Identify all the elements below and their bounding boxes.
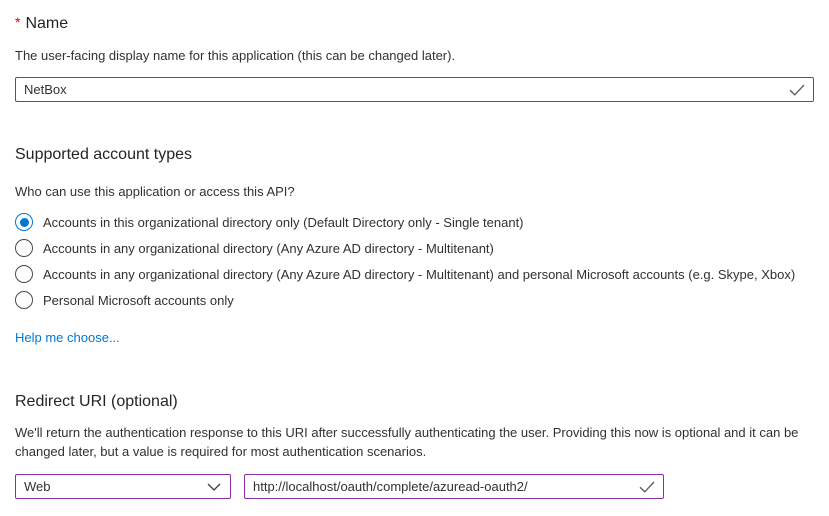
account-type-option-multitenant[interactable] [15,235,814,261]
name-input[interactable] [15,77,814,102]
name-heading-text: Name [25,15,69,32]
radio-button-icon[interactable] [15,213,33,231]
radio-button-icon[interactable] [15,265,33,283]
radio-label: Accounts in this organizational directory only (Default Directory only - Single tenant) [43,214,524,230]
name-heading [15,12,814,34]
radio-button-icon[interactable] [15,239,33,257]
account-type-option-multitenant-personal[interactable] [15,261,814,287]
radio-button-icon[interactable] [15,291,33,309]
radio-label: Accounts in any organizational directory (Any Azure AD directory - Multitenant) and personal Microsoft accounts (e.g. Skype, Xbox) [43,266,796,282]
valid-checkmark-icon [639,481,655,493]
name-section [15,12,814,102]
radio-label: Personal Microsoft accounts only [43,292,234,308]
account-type-option-personal-only[interactable] [15,287,814,313]
account-type-option-single-tenant[interactable] [15,209,814,235]
platform-select[interactable] [15,474,231,499]
account-types-radio-group [15,209,814,313]
redirect-uri-section [15,392,814,499]
chevron-down-icon [207,483,221,491]
valid-checkmark-icon [789,84,805,96]
radio-label: Accounts in any organizational directory (Any Azure AD directory - Multitenant) [43,240,494,256]
redirect-uri-description: We'll return the authentication response to this URI after successfully authenticating the user. Providing this now is optional and it can be changed later, but a value is required for most authentication scenarios. [15,425,799,459]
supported-account-types-section [15,145,814,347]
redirect-uri-input[interactable] [244,474,664,499]
name-description: The user-facing display name for this application (this can be changed later). [15,48,456,63]
name-field [15,77,814,102]
account-types-question: Who can use this application or access this API? [15,184,295,199]
platform-select-value: Web [24,479,51,494]
redirect-uri-field [244,474,664,499]
redirect-uri-controls [15,474,814,499]
help-me-choose-link[interactable]: Help me choose... [15,330,120,345]
redirect-uri-heading: Redirect URI (optional) [15,393,178,410]
required-asterisk: * [15,14,21,30]
supported-account-types-heading: Supported account types [15,146,193,163]
